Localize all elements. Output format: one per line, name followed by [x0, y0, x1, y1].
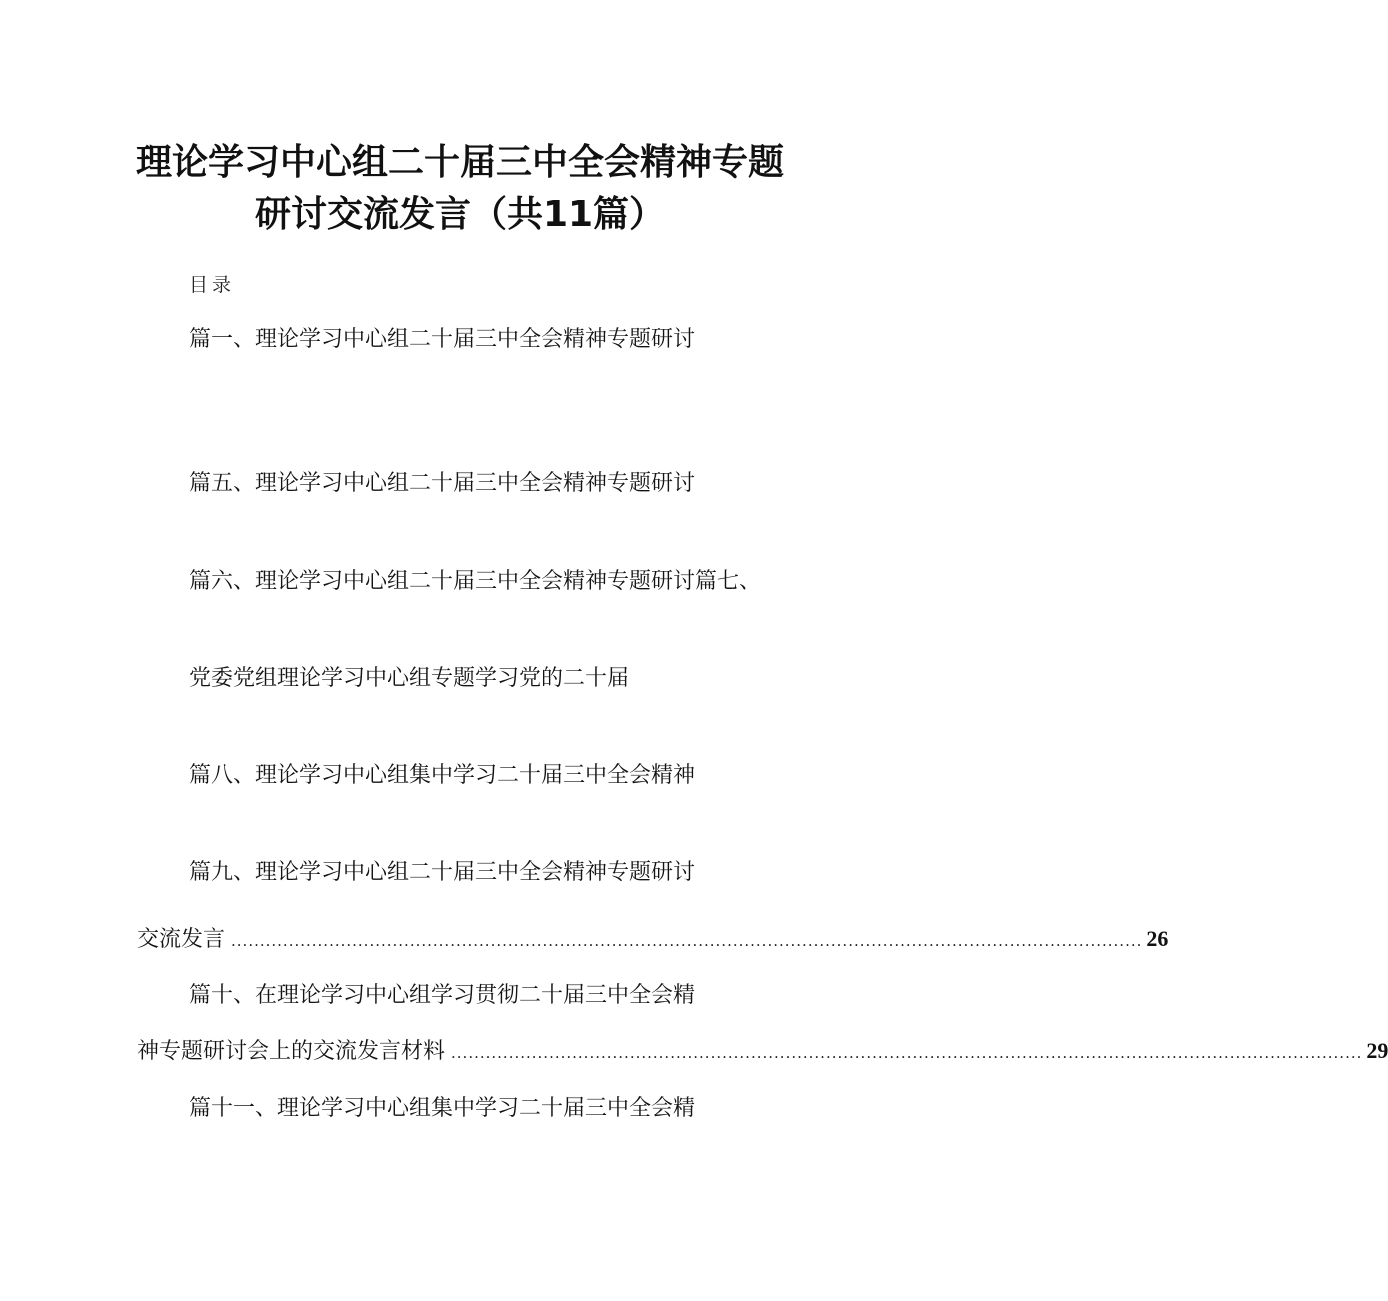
toc-entry-continuation[interactable] [137, 1034, 1388, 1065]
toc-entry[interactable]: 篇十、在理论学习中心组学习贯彻二十届三中全会精 [189, 983, 696, 1008]
toc-heading: 目录 [189, 274, 236, 296]
dot-leader: .............................................................................................................................................................. [231, 932, 1143, 950]
toc-entry[interactable]: 篇十一、理论学习中心组集中学习二十届三中全会精 [189, 1096, 696, 1121]
toc-entry-continuation[interactable] [137, 922, 1169, 953]
toc-entry[interactable]: 篇九、理论学习中心组二十届三中全会精神专题研讨 [189, 860, 696, 885]
toc-entry[interactable]: 篇一、理论学习中心组二十届三中全会精神专题研讨 [189, 327, 696, 352]
toc-entry-text: 交流发言 [137, 927, 226, 952]
page-number: 26 [1146, 926, 1169, 951]
toc-entry[interactable]: 篇五、理论学习中心组二十届三中全会精神专题研讨 [189, 471, 696, 496]
toc-entry[interactable]: 篇八、理论学习中心组集中学习二十届三中全会精神 [189, 763, 696, 788]
toc-entry[interactable]: 篇六、理论学习中心组二十届三中全会精神专题研讨篇七、 [189, 569, 762, 594]
toc-entry-text: 神专题研讨会上的交流发言材料 [137, 1039, 446, 1064]
document-title-line-1: 理论学习中心组二十届三中全会精神专题 [135, 142, 784, 183]
document-title-line-2: 研讨交流发言（共11篇） [254, 194, 666, 235]
page-number: 29 [1366, 1038, 1388, 1063]
dot-leader: .............................................................................................................................................................. [451, 1044, 1363, 1062]
toc-entry[interactable]: 党委党组理论学习中心组专题学习党的二十届 [189, 666, 630, 691]
